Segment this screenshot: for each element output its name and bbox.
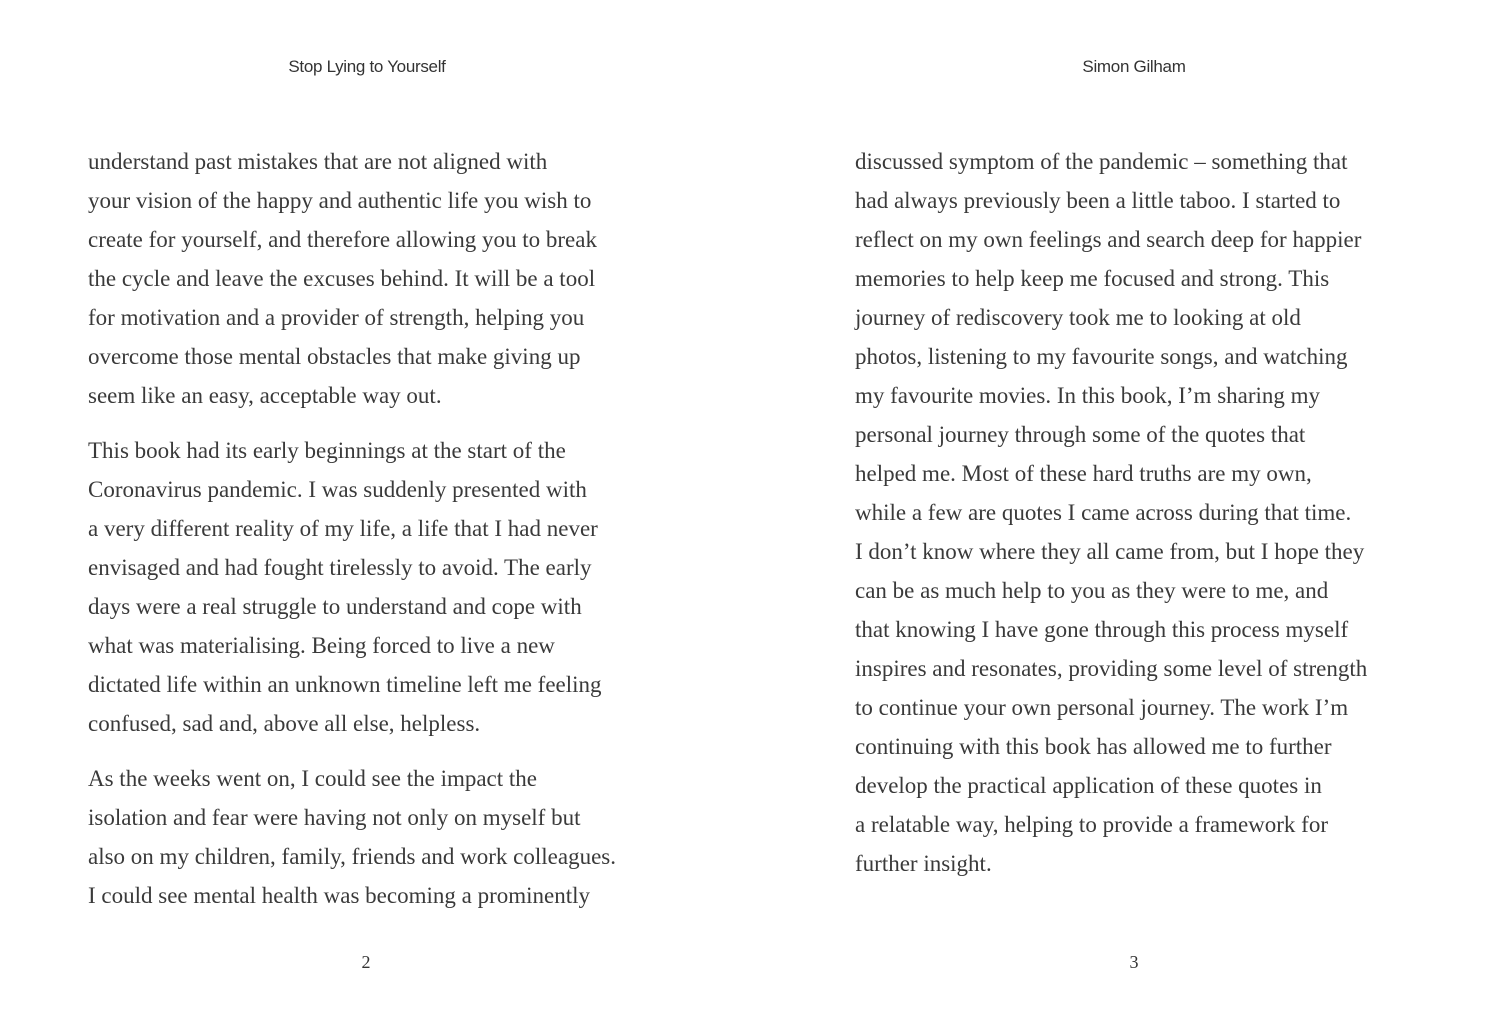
- text-line: the cycle and leave the excuses behind. It will be a tool: [88, 266, 596, 291]
- text-line: had always previously been a little taboo. I started to: [855, 188, 1341, 213]
- text-line: I don’t know where they all came from, but I hope they: [855, 539, 1365, 564]
- page-number: 3: [1129, 952, 1139, 972]
- text-line: reflect on my own feelings and search deep for happier: [855, 227, 1362, 252]
- text-line: while a few are quotes I came across during that time.: [855, 500, 1352, 525]
- text-line: your vision of the happy and authentic life you wish to: [88, 188, 592, 213]
- text-line: also on my children, family, friends and work colleagues.: [88, 844, 617, 869]
- text-line: for motivation and a provider of strength, helping you: [88, 305, 585, 330]
- text-line: helped me. Most of these hard truths are my own,: [855, 461, 1312, 486]
- text-line: isolation and fear were having not only on myself but: [88, 805, 581, 830]
- text-line: I could see mental health was becoming a prominently: [88, 883, 591, 908]
- text-line: understand past mistakes that are not aligned with: [88, 149, 548, 174]
- text-line: that knowing I have gone through this process myself: [855, 617, 1349, 642]
- running-head-author: Simon Gilham: [1082, 57, 1186, 76]
- right-page: [750, 0, 1500, 1035]
- text-line: can be as much help to you as they were to me, and: [855, 578, 1329, 603]
- text-line: create for yourself, and therefore allowing you to break: [88, 227, 597, 252]
- text-line: develop the practical application of these quotes in: [855, 773, 1322, 798]
- text-line: photos, listening to my favourite songs, and watching: [855, 344, 1348, 369]
- text-line: continuing with this book has allowed me to further: [855, 734, 1332, 759]
- text-line: inspires and resonates, providing some level of strength: [855, 656, 1368, 681]
- text-line: seem like an easy, acceptable way out.: [88, 383, 442, 408]
- text-line: This book had its early beginnings at the start of the: [88, 438, 566, 463]
- text-line: personal journey through some of the quotes that: [855, 422, 1306, 447]
- text-line: a very different reality of my life, a life that I had never: [88, 516, 598, 541]
- text-line: confused, sad and, above all else, helpless.: [88, 711, 481, 736]
- text-line: what was materialising. Being forced to live a new: [88, 633, 555, 658]
- text-line: dictated life within an unknown timeline left me feeling: [88, 672, 602, 697]
- text-line: to continue your own personal journey. The work I’m: [855, 695, 1349, 720]
- text-line: Coronavirus pandemic. I was suddenly presented with: [88, 477, 587, 502]
- running-head-book-title: Stop Lying to Yourself: [288, 57, 446, 76]
- text-line: As the weeks went on, I could see the impact the: [88, 766, 538, 791]
- text-line: a relatable way, helping to provide a framework for: [855, 812, 1329, 837]
- text-line: memories to help keep me focused and strong. This: [855, 266, 1330, 291]
- text-line: journey of rediscovery took me to looking at old: [855, 305, 1301, 330]
- text-line: overcome those mental obstacles that make giving up: [88, 344, 581, 369]
- page-number: 2: [361, 952, 371, 972]
- text-line: my favourite movies. In this book, I’m sharing my: [855, 383, 1321, 408]
- text-line: days were a real struggle to understand and cope with: [88, 594, 582, 619]
- text-line: envisaged and had fought tirelessly to avoid. The early: [88, 555, 592, 580]
- text-line: discussed symptom of the pandemic – something that: [855, 149, 1348, 174]
- text-line: further insight.: [855, 851, 992, 876]
